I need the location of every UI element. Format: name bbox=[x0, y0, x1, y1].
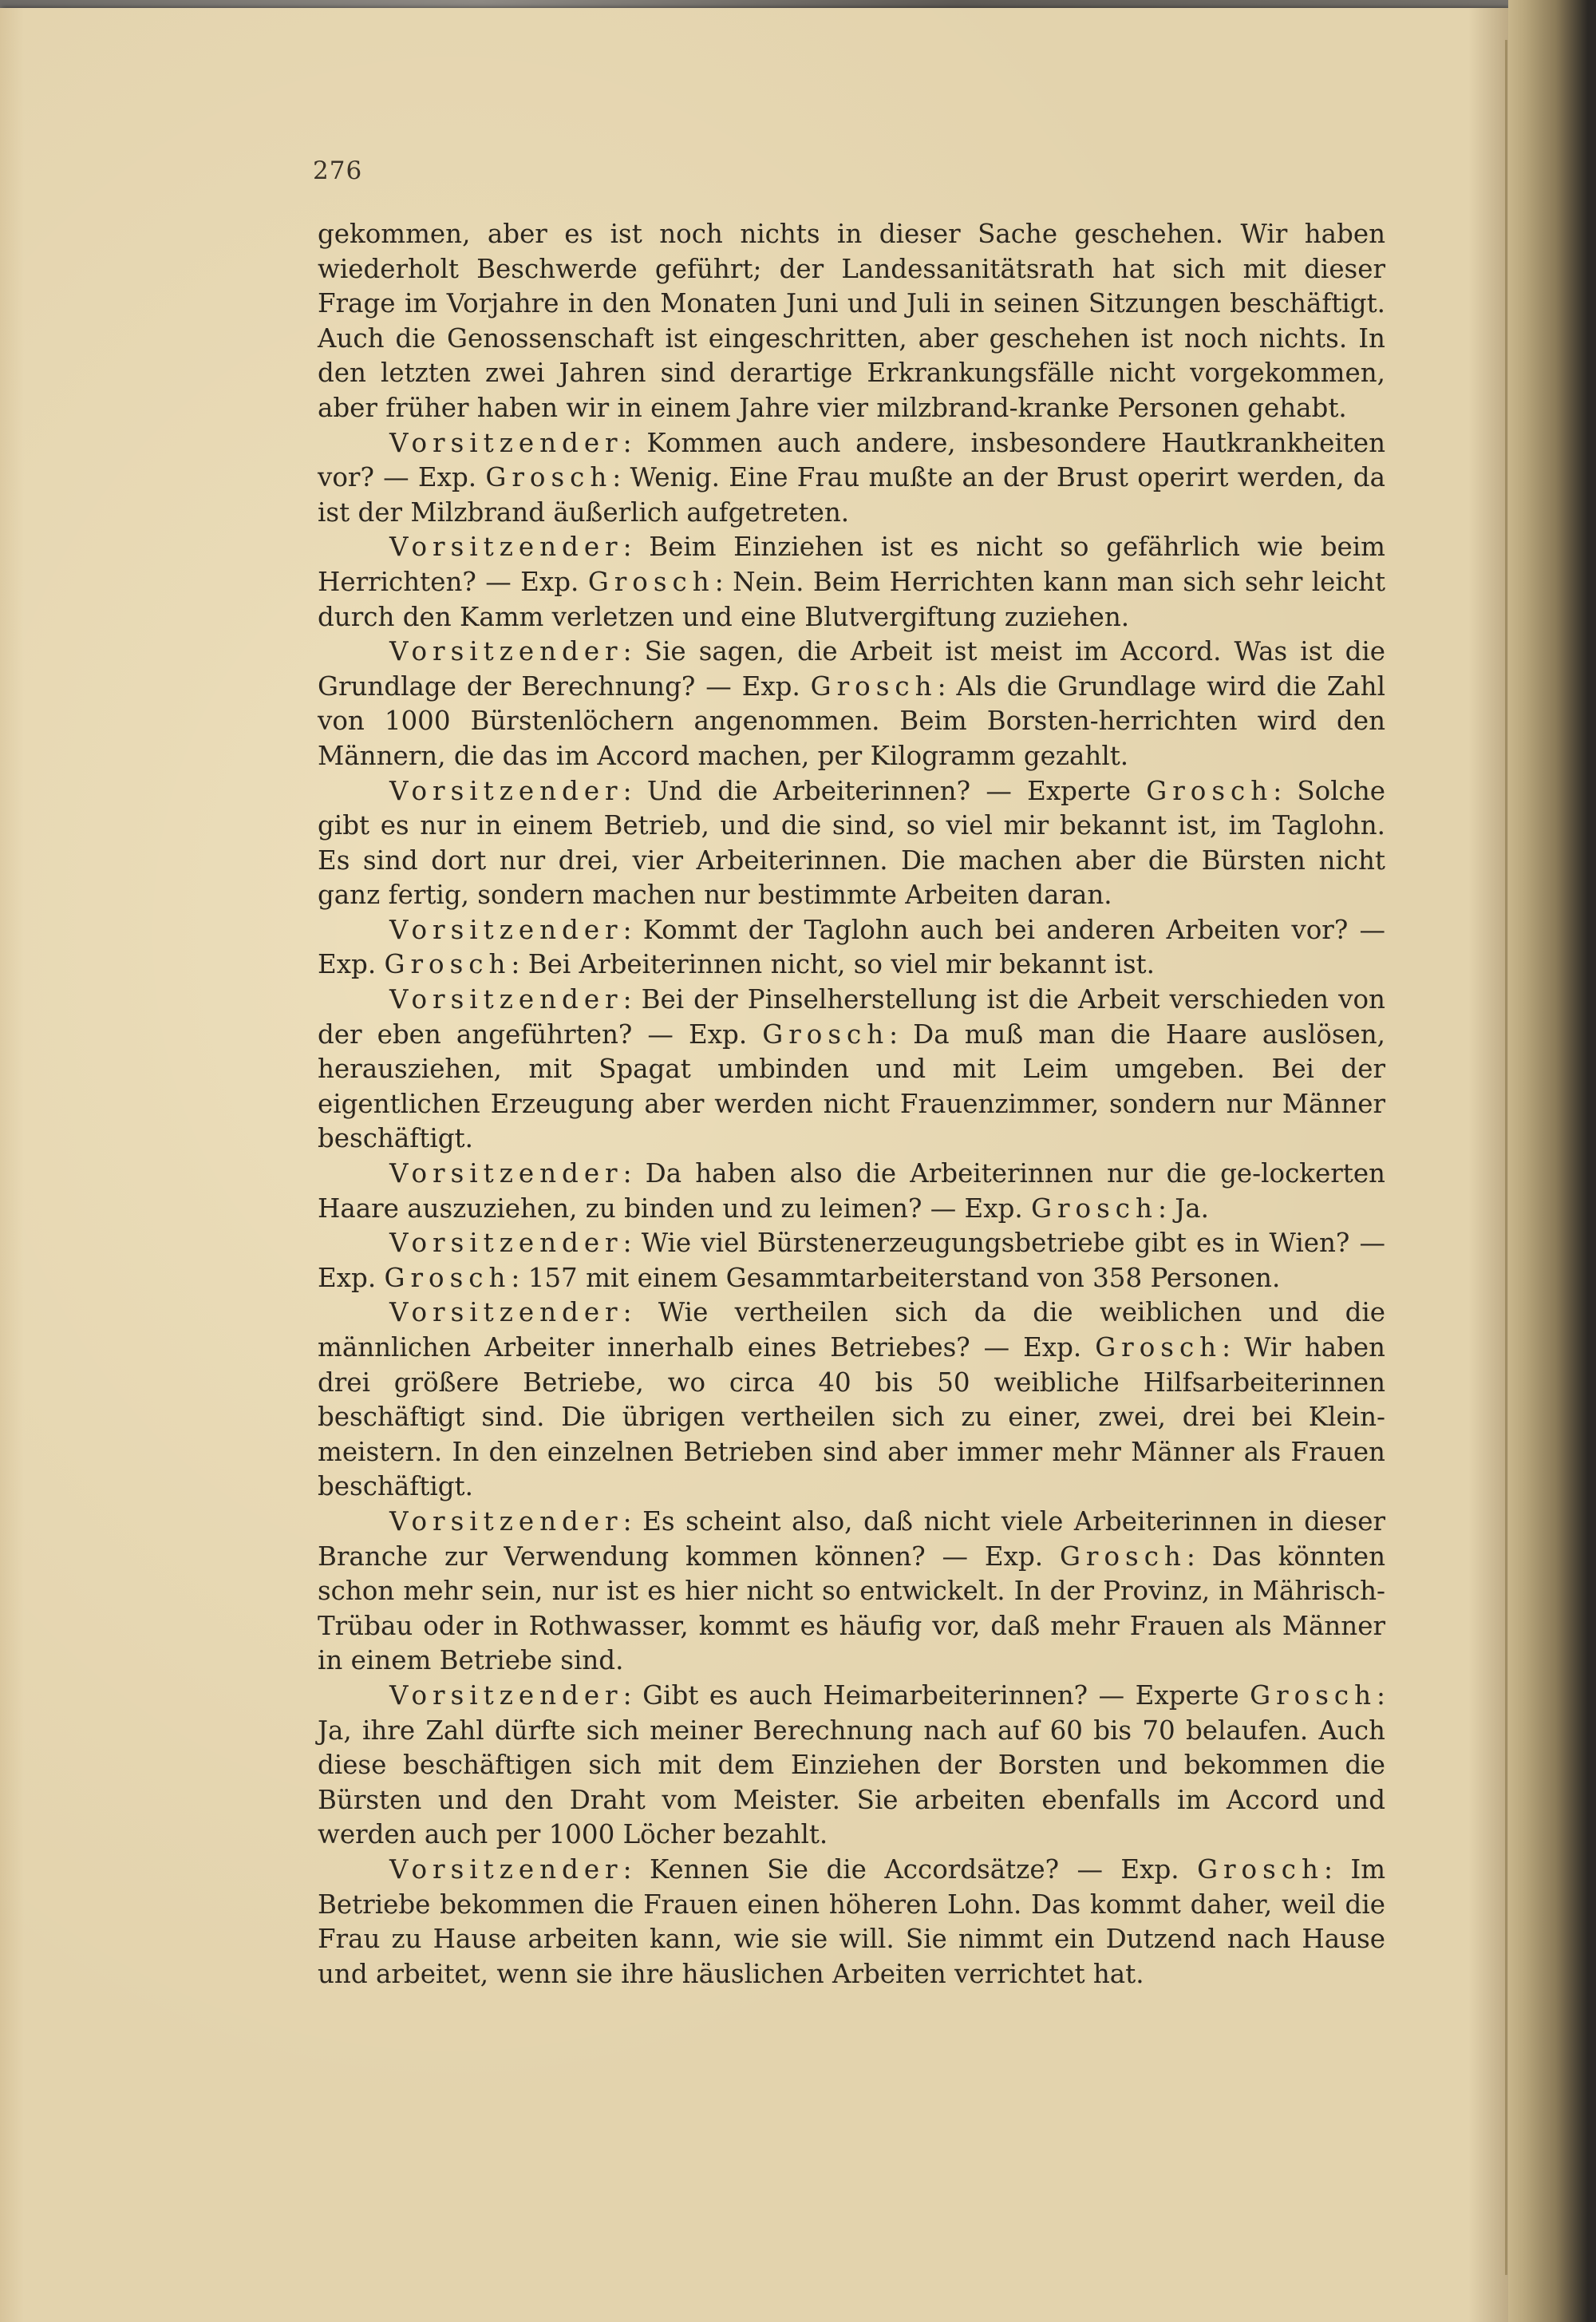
speaker-name: Grosch bbox=[587, 566, 715, 597]
paragraph-text: : Bei der Pinselherstellung ist die Arbeit verschieden von der eben angeführten? — Exp. bbox=[318, 984, 1385, 1050]
speaker-name: Grosch bbox=[810, 670, 938, 702]
speaker-name: Grosch bbox=[1250, 1679, 1377, 1711]
page-number: 276 bbox=[313, 156, 363, 185]
paragraph-text: : Sie sagen, die Arbeit ist meist im Accord. Was ist die Grundlage der Berechnung? — Exp. bbox=[318, 636, 1385, 702]
paragraph bbox=[318, 1295, 1385, 1505]
speaker-name: Grosch bbox=[1031, 1193, 1158, 1224]
speaker-name: Grosch bbox=[762, 1019, 890, 1050]
speaker-name: Grosch bbox=[1059, 1541, 1187, 1572]
speaker-name: Grosch bbox=[485, 462, 613, 493]
paragraph bbox=[318, 774, 1385, 913]
speaker-name: Vorsitzender bbox=[389, 914, 623, 945]
speaker-name: Vorsitzender bbox=[389, 775, 623, 806]
paragraph-text: : Kennen Sie die Accordsätze? — Exp. bbox=[622, 1853, 1198, 1885]
paragraph-text: : 157 mit einem Gesammtarbeiterstand von 358 Personen. bbox=[511, 1262, 1281, 1293]
paragraph-text: : Wenig. Eine Frau mußte an der Brust operirt werden, da ist der Milzbrand äußerlich aufgetreten. bbox=[318, 462, 1385, 528]
book-edge bbox=[1508, 0, 1596, 2322]
paragraph-text: : Nein. Beim Herrichten kann man sich sehr leicht durch den Kamm verletzen und eine Blutvergiftung zuziehen. bbox=[318, 566, 1385, 632]
paragraph bbox=[318, 530, 1385, 635]
speaker-name: Vorsitzender bbox=[389, 1228, 623, 1259]
speaker-name: Grosch bbox=[384, 1262, 512, 1293]
paragraph-text: : Bei Arbeiterinnen nicht, so viel mir bekannt ist. bbox=[511, 949, 1155, 980]
speaker-name: Vorsitzender bbox=[389, 1297, 623, 1328]
paragraph-text: : Wie vertheilen sich da die weiblichen und die männlichen Arbeiter innerhalb eines Betriebes? — Exp. bbox=[318, 1297, 1385, 1363]
speaker-name: Vorsitzender bbox=[389, 427, 623, 458]
paragraph-text: : Ja. bbox=[1157, 1193, 1209, 1224]
paragraph-text: : Da haben also die Arbeiterinnen nur die ge-lockerten Haare auszuziehen, zu binden und zu leimen? — Exp. bbox=[318, 1158, 1385, 1224]
paragraph bbox=[318, 1679, 1385, 1853]
paragraph-text: : Da muß man die Haare auslösen, herausziehen, mit Spagat umbinden und mit Leim umgeben. Bei der eigentlichen Erzeugung aber werden nicht Frauenzimmer, sondern nur Männer beschäftigt. bbox=[318, 1019, 1385, 1154]
paragraph bbox=[318, 635, 1385, 773]
paragraph bbox=[318, 426, 1385, 531]
paragraph bbox=[318, 913, 1385, 983]
paragraph-text: : Wie viel Bürstenerzeugungsbetriebe gibt es in Wien? — Exp. bbox=[318, 1228, 1385, 1293]
paragraph bbox=[318, 1226, 1385, 1295]
speaker-name: Vorsitzender bbox=[389, 532, 623, 563]
paragraph-text: gekommen, aber es ist noch nichts in dieser Sache geschehen. Wir haben wiederholt Beschwerde geführt; der Landessanitätsrath hat sich mit dieser Frage im Vorjahre in den Monaten Juni und Juli in seinen Sitzungen beschäftigt. Auch die Genossenschaft ist eingeschritten, aber geschehen ist noch nichts. In den letzten zwei Jahren sind derartige Erkrankungsfälle nicht vorgekommen, aber früher haben wir in einem Jahre vier milzbrand-kranke Personen gehabt. bbox=[318, 219, 1385, 423]
speaker-name: Grosch bbox=[1095, 1332, 1223, 1363]
speaker-name: Vorsitzender bbox=[389, 636, 623, 667]
paragraph-text: : Kommen auch andere, insbesondere Hautkrankheiten vor? — Exp. bbox=[318, 427, 1385, 493]
paragraph-text: : Ja, ihre Zahl dürfte sich meiner Berechnung nach auf 60 bis 70 belaufen. Auch diese beschäftigen sich mit dem Einziehen der Borsten und bekommen die Bürsten und den Draht vom Meister. Sie arbeiten ebenfalls im Accord und werden auch per 1000 Löcher bezahlt. bbox=[318, 1679, 1385, 1850]
paragraph bbox=[318, 1157, 1385, 1226]
paragraph-text: : Und die Arbeiterinnen? — Experte bbox=[622, 775, 1147, 806]
paragraph bbox=[318, 1505, 1385, 1679]
paragraph-text: : Gibt es auch Heimarbeiterinnen? — Experte bbox=[622, 1679, 1250, 1711]
speaker-name: Vorsitzender bbox=[389, 1505, 623, 1537]
speaker-name: Grosch bbox=[1197, 1853, 1324, 1885]
paragraph bbox=[318, 217, 1385, 426]
paragraph-text: : Das könnten schon mehr sein, nur ist es hier nicht so entwickelt. In der Provinz, in Mährisch-Trübau oder in Rothwasser, kommt es häufig vor, daß mehr Frauen als Männer in einem Betriebe sind. bbox=[318, 1541, 1385, 1676]
speaker-name: Grosch bbox=[384, 949, 512, 980]
paragraph-text: : Als die Grundlage wird die Zahl von 1000 Bürstenlöchern angenommen. Beim Borsten-herrichten wird den Männern, die das im Accord machen, per Kilogramm gezahlt. bbox=[318, 670, 1385, 771]
paragraph bbox=[318, 1853, 1385, 1992]
page-edge-line bbox=[1505, 40, 1507, 2275]
paragraph-text: : Solche gibt es nur in einem Betrieb, und die sind, so viel mir bekannt ist, im Taglohn. Es sind dort nur drei, vier Arbeiterinnen. Die machen aber die Bürsten nicht ganz fertig, sondern machen nur bestimmte Arbeiten daran. bbox=[318, 775, 1386, 911]
speaker-name: Vorsitzender bbox=[389, 1679, 623, 1711]
speaker-name: Grosch bbox=[1146, 775, 1274, 806]
speaker-name: Vorsitzender bbox=[389, 1158, 623, 1189]
book-page bbox=[0, 8, 1508, 2322]
paragraph bbox=[318, 983, 1385, 1157]
paragraph-text: : Beim Einziehen ist es nicht so gefährlich wie beim Herrichten? — Exp. bbox=[318, 532, 1385, 597]
speaker-name: Vorsitzender bbox=[389, 1853, 623, 1885]
paragraph-text: : Kommt der Taglohn auch bei anderen Arbeiten vor? — Exp. bbox=[318, 914, 1385, 980]
speaker-name: Vorsitzender bbox=[389, 984, 623, 1015]
page-body-text bbox=[318, 217, 1385, 1992]
paragraph-text: : Wir haben drei größere Betriebe, wo circa 40 bis 50 weibliche Hilfsarbeiterinnen beschäftigt sind. Die übrigen vertheilen sich zu einer, zwei, drei bei Klein-meistern. In den einzelnen Betrieben sind aber immer mehr Männer als Frauen beschäftigt. bbox=[318, 1332, 1385, 1502]
paragraph-text: : Im Betriebe bekommen die Frauen einen höheren Lohn. Das kommt daher, weil die Frau zu Hause arbeiten kann, wie sie will. Sie nimmt ein Dutzend nach Hause und arbeitet, wenn sie ihre häuslichen Arbeiten verrichtet hat. bbox=[318, 1853, 1386, 1989]
paragraph-text: : Es scheint also, daß nicht viele Arbeiterinnen in dieser Branche zur Verwendung kommen können? — Exp. bbox=[318, 1505, 1385, 1572]
